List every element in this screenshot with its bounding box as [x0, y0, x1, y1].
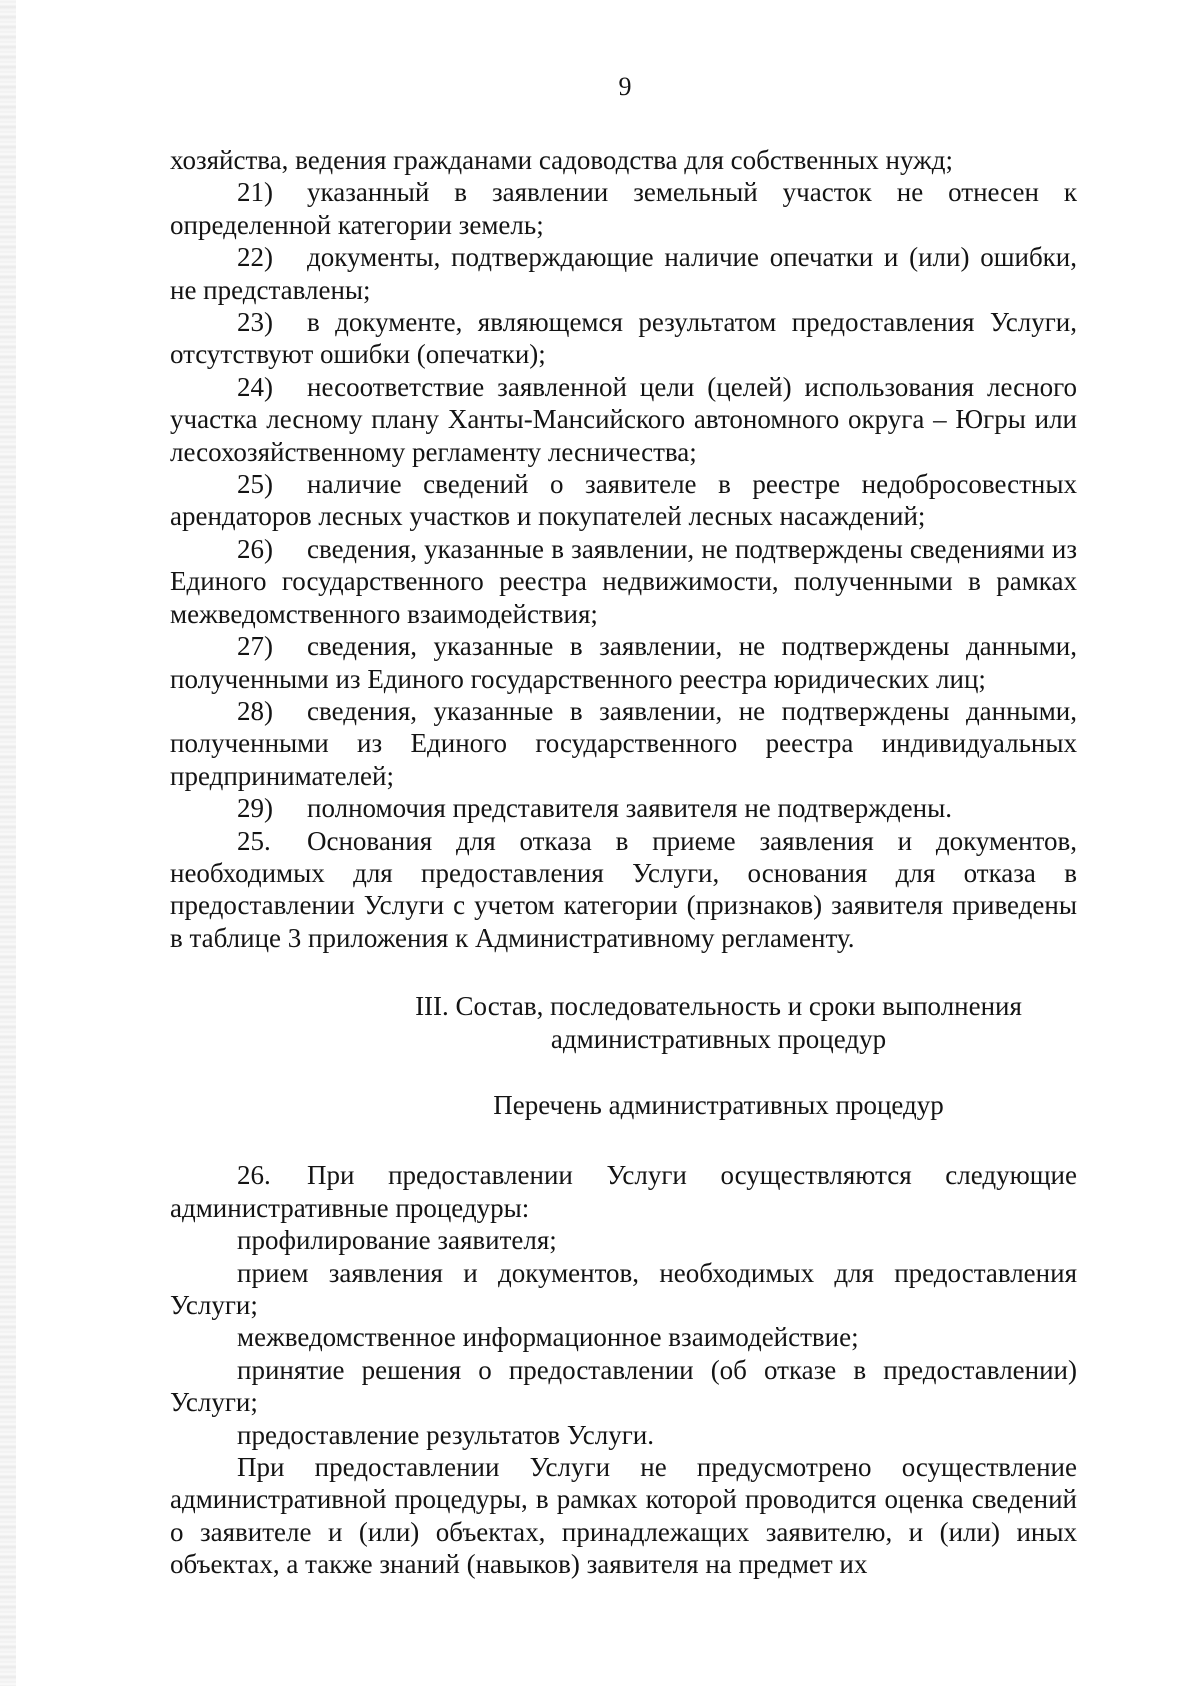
paragraph-text: Основания для отказа в приеме заявления и документов, необходимых для предоставления Услуги, основания для отказа в предоставлении Услуги с учетом категории (признаков) заявителя приведены в таблице 3 приложения к Административному регламенту. [170, 825, 1077, 953]
list-item-number: 29) [237, 793, 273, 824]
list-item-21 [170, 176, 1077, 241]
list-item-text: указанный в заявлении земельный участок не отнесен к определенной категории земель; [170, 177, 1077, 240]
paragraph-25 [170, 825, 1077, 955]
list-item-26 [170, 533, 1077, 630]
list-item-25 [170, 468, 1077, 533]
list-item-text: наличие сведений о заявителе в реестре недобросовестных арендаторов лесных участков и покупателей лесных насаждений; [170, 469, 1077, 532]
spacer [170, 1121, 1077, 1159]
list-item-27 [170, 630, 1077, 695]
procedure-item: профилирование заявителя; [237, 1225, 557, 1256]
list-item-number: 28) [237, 695, 273, 726]
list-item-text: сведения, указанные в заявлении, не подтверждены сведениями из Единого государственного реестра недвижимости, полученными в рамках межведомственного взаимодействия; [170, 533, 1077, 629]
scan-edge-artifact [0, 0, 16, 1686]
document-body [170, 144, 1077, 1581]
list-item-text: несоответствие заявленной цели (целей) использования лесного участка лесному плану Ханты-Мансийского автономного округа – Югры или лесохозяйственному регламенту лесничества; [170, 371, 1077, 467]
list-item-29 [170, 792, 1077, 824]
spacer [170, 954, 1077, 990]
list-item-number: 26) [237, 533, 273, 564]
paragraph-number: 26. [237, 1160, 271, 1191]
procedure-item: предоставление результатов Услуги. [237, 1419, 655, 1450]
list-item-text: в документе, являющемся результатом предоставления Услуги, отсутствуют ошибки (опечатки); [170, 307, 1077, 370]
section-heading [170, 990, 1077, 1055]
paragraph-number: 25. [237, 825, 271, 856]
subsection-heading: Перечень административных процедур [493, 1089, 944, 1120]
list-item-23 [170, 306, 1077, 371]
procedure-item: прием заявления и документов, необходимых для предоставления Услуги; [170, 1257, 1077, 1320]
page-number: 9 [618, 72, 632, 101]
list-item-24 [170, 371, 1077, 468]
spacer [170, 1055, 1077, 1089]
procedure-item: межведомственное информационное взаимодействие; [237, 1322, 859, 1353]
section-heading-line-1: III. Состав, последовательность и сроки выполнения [415, 991, 1022, 1022]
list-item-number: 23) [237, 307, 273, 338]
paragraph-26 [170, 1159, 1077, 1224]
list-item-text: сведения, указанные в заявлении, не подтверждены данными, полученными из Единого государственного реестра юридических лиц; [170, 631, 1077, 694]
list-item-text: документы, подтверждающие наличие опечатки и (или) ошибки, не представлены; [170, 242, 1077, 305]
list-item-number: 21) [237, 177, 273, 208]
continuation-line: хозяйства, ведения гражданами садоводства для собственных нужд; [170, 145, 954, 175]
list-item-number: 27) [237, 631, 273, 662]
list-item-number: 25) [237, 469, 273, 500]
list-item-28 [170, 695, 1077, 792]
list-item-22 [170, 241, 1077, 306]
list-item-number: 24) [237, 371, 273, 402]
list-item-text: полномочия представителя заявителя не подтверждены. [307, 793, 952, 824]
final-paragraph: При предоставлении Услуги не предусмотрено осуществление административной процедуры, в рамках которой проводится оценка сведений о заявителе и (или) объектах, принадлежащих заявителю, и (или) иных объектах, а также знаний (навыков) заявителя на предмет их [170, 1452, 1077, 1580]
list-item-text: сведения, указанные в заявлении, не подтверждены данными, полученными из Единого государственного реестра индивидуальных предпринимателей; [170, 695, 1077, 791]
procedure-item: принятие решения о предоставлении (об отказе в предоставлении) Услуги; [170, 1354, 1077, 1418]
paragraph-text: При предоставлении Услуги осуществляются следующие административные процедуры: [170, 1160, 1077, 1223]
section-heading-line-2: административных процедур [550, 1023, 887, 1054]
list-item-number: 22) [237, 242, 273, 273]
